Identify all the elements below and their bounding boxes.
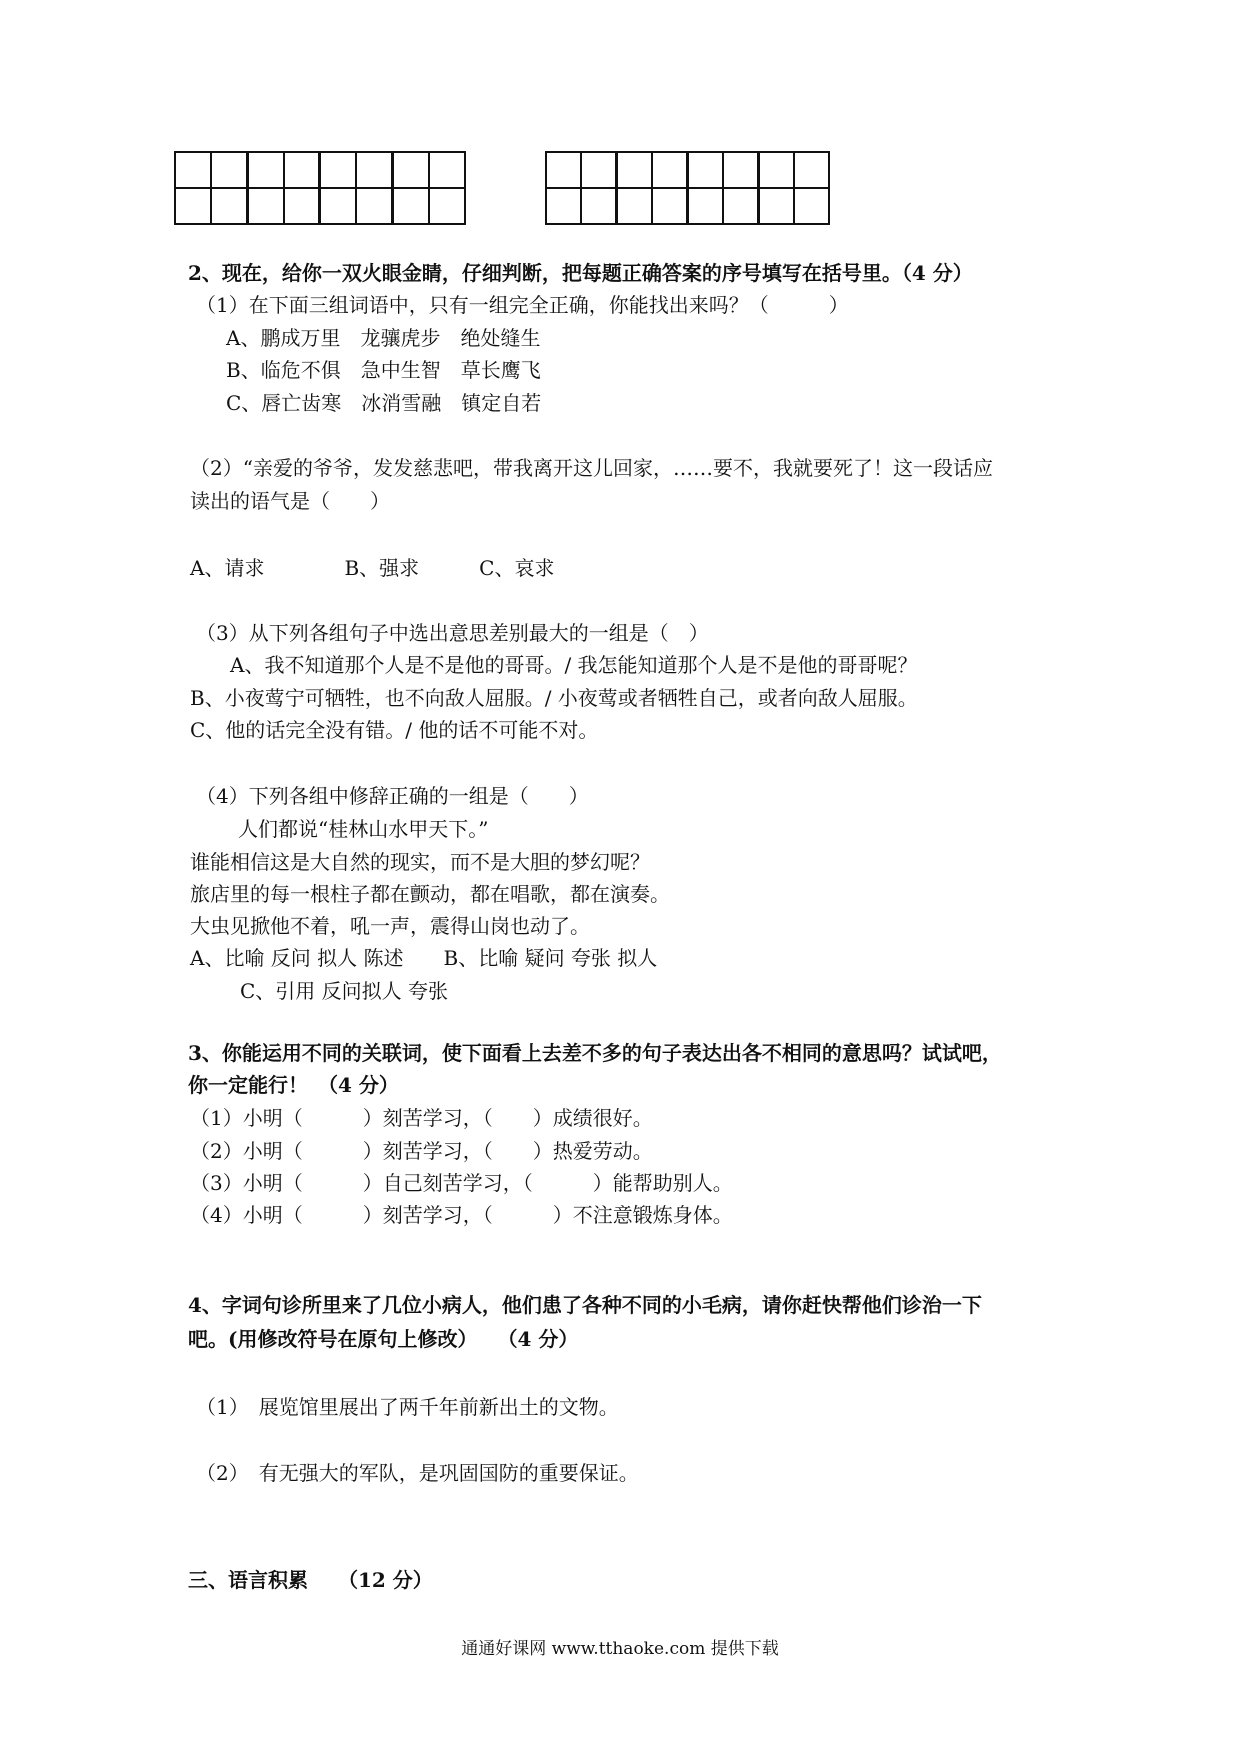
writing-grid-left <box>174 151 466 225</box>
q3-title-line2: 你一定能行！ （4 分） <box>188 1073 399 1097</box>
q2-title: 2、现在，给你一双火眼金睛，仔细判断，把每题正确答案的序号填写在括号里。（4 分） <box>188 261 973 285</box>
footer-credit: 通通好课网 www.tthaoke.com 提供下载 <box>461 1639 779 1659</box>
q2-p4-options-ab: A、比喻 反问 拟人 陈述 B、比喻 疑问 夸张 拟人 <box>190 946 658 970</box>
q2-p3-option-b: B、小夜莺宁可牺牲，也不向敌人屈服。/ 小夜莺或者牺牲自己，或者向敌人屈服。 <box>190 686 918 710</box>
q2-p3-option-c: C、他的话完全没有错。/ 他的话不可能不对。 <box>190 718 599 742</box>
q3-item-2: （2）小明（ ）刻苦学习，（ ）热爱劳动。 <box>190 1139 653 1163</box>
q2-p2-stem-line1: （2）“亲爱的爷爷，发发慈悲吧，带我离开这儿回家，……要不，我就要死了！这一段话应 <box>190 456 993 480</box>
q2-p1-option-a: A、鹏成万里 龙骧虎步 绝处缝生 <box>226 326 541 350</box>
q3-title-line1: 3、你能运用不同的关联词，使下面看上去差不多的句子表达出各不相同的意思吗？试试吧， <box>188 1041 1002 1065</box>
q2-p3-stem: （3）从下列各组句子中选出意思差别最大的一组是（ ） <box>196 621 709 645</box>
q2-p4-stem: （4）下列各组中修辞正确的一组是（ ） <box>196 784 589 808</box>
q2-p1-option-c: C、唇亡齿寒 冰消雪融 镇定自若 <box>226 391 542 415</box>
q3-item-1: （1）小明（ ）刻苦学习，（ ）成绩很好。 <box>190 1106 653 1130</box>
q2-p4-sentence-3: 旅店里的每一根柱子都在颤动，都在唱歌，都在演奏。 <box>190 882 670 906</box>
q4-title-line2: 吧。(用修改符号在原句上修改） （4 分） <box>188 1327 579 1351</box>
q2-p3-option-a: A、我不知道那个人是不是他的哥哥。/ 我怎能知道那个人是不是他的哥哥呢？ <box>230 653 918 677</box>
section-3-title: 三、语言积累 （12 分） <box>188 1568 433 1592</box>
q2-p4-sentence-2: 谁能相信这是大自然的现实，而不是大胆的梦幻呢？ <box>190 850 650 874</box>
q3-item-4: （4）小明（ ）刻苦学习，（ ）不注意锻炼身体。 <box>190 1203 733 1227</box>
q2-p1-option-b: B、临危不俱 急中生智 草长鹰飞 <box>226 358 541 382</box>
q4-title-line1: 4、字词句诊所里来了几位小病人，他们患了各种不同的小毛病，请你赶快帮他们诊治一下 <box>188 1293 982 1317</box>
q2-p2-options: A、请求 B、强求 C、哀求 <box>190 556 555 580</box>
q3-item-3: （3）小明（ ）自己刻苦学习，（ ）能帮助别人。 <box>190 1171 733 1195</box>
q4-item-1: （1） 展览馆里展出了两千年前新出土的文物。 <box>196 1395 619 1419</box>
q4-item-2: （2） 有无强大的军队，是巩固国防的重要保证。 <box>196 1461 639 1485</box>
q2-p2-stem-line2: 读出的语气是（ ） <box>190 489 390 513</box>
q2-p1-stem: （1）在下面三组词语中，只有一组完全正确，你能找出来吗？（ ） <box>196 293 849 317</box>
q2-p4-option-c: C、引用 反问拟人 夸张 <box>240 979 449 1003</box>
writing-grid-right <box>545 151 830 225</box>
q2-p4-sentence-1: 人们都说“桂林山水甲天下。” <box>238 817 489 841</box>
q2-p4-sentence-4: 大虫见掀他不着，吼一声，震得山岗也动了。 <box>190 914 590 938</box>
